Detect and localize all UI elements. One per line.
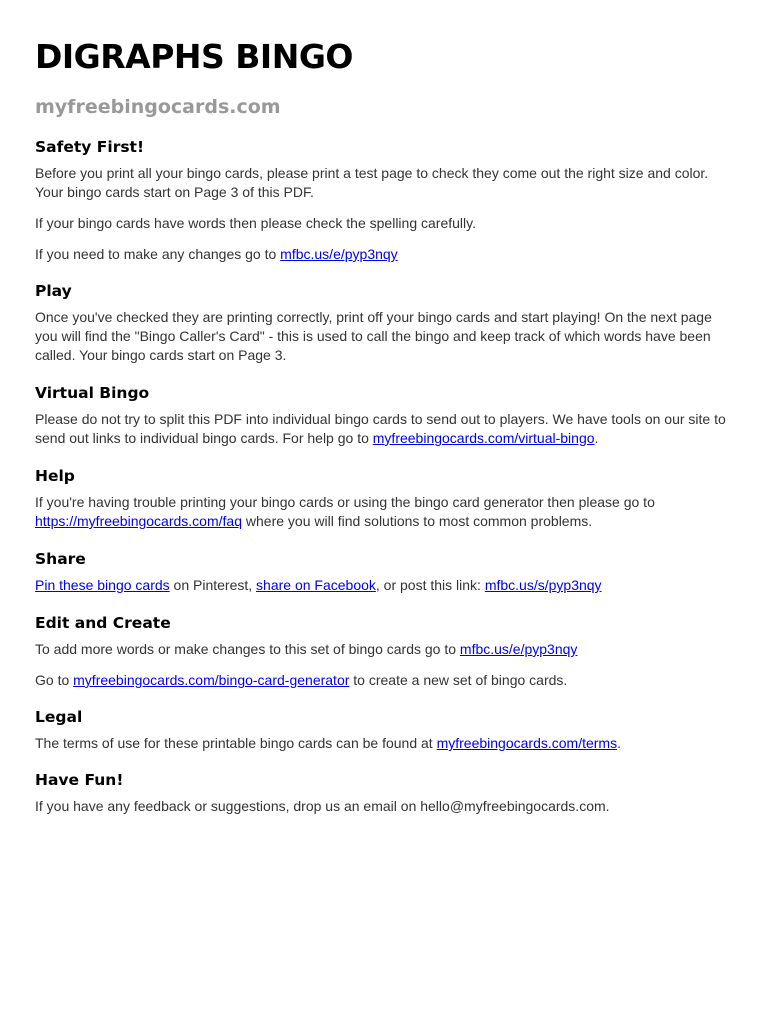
create-text: Go to	[35, 672, 74, 688]
section-heading-help: Help	[35, 467, 75, 485]
safety-paragraph-3	[35, 245, 733, 264]
section-edit-and-create	[35, 612, 733, 690]
edit-paragraph-1	[35, 640, 733, 659]
share-text-1: on Pinterest,	[169, 577, 257, 593]
legal-text-end: .	[617, 735, 621, 751]
virtual-text-end: .	[594, 430, 599, 446]
section-heading-share: Share	[35, 550, 86, 568]
virtual-bingo-link[interactable]: myfreebingocards.com/virtual-bingo	[372, 430, 595, 446]
pinterest-link[interactable]: Pin these bingo cards	[35, 577, 170, 593]
section-heading-safety-first: Safety First!	[35, 138, 145, 156]
section-play	[35, 280, 733, 365]
section-heading-edit-and-create: Edit and Create	[35, 614, 171, 632]
section-heading-play: Play	[35, 282, 72, 300]
section-heading-legal: Legal	[35, 708, 83, 726]
share-text-2: , or post this link:	[375, 577, 485, 593]
section-help	[35, 465, 733, 531]
help-paragraph	[35, 493, 733, 531]
terms-link[interactable]: myfreebingocards.com/terms	[436, 735, 618, 751]
site-name: myfreebingocards.com	[35, 96, 281, 118]
play-paragraph: Once you've checked they are printing correctly, print off your bingo cards and start playing! On the next page you will find the "Bingo Caller's Card" - this is used to call the bingo and keep track of which words have been called. Your bingo cards start on Page 3.	[35, 309, 712, 363]
legal-paragraph	[35, 734, 733, 753]
legal-text: The terms of use for these printable bingo cards can be found at	[35, 735, 437, 751]
virtual-text: Please do not try to split this PDF into individual bingo cards to send out to players. We have tools on our site to send out links to individual bingo cards. For help go to	[35, 411, 726, 446]
share-paragraph	[35, 576, 733, 595]
faq-link[interactable]: https://myfreebingocards.com/faq	[35, 513, 242, 529]
safety-paragraph-1: Before you print all your bingo cards, please print a test page to check they come out the right size and color. Your bingo cards start on Page 3 of this PDF.	[35, 165, 709, 200]
section-have-fun	[35, 769, 733, 816]
safety-text: If you need to make any changes go to	[35, 246, 281, 262]
help-text-end: where you will find solutions to most common problems.	[242, 513, 593, 529]
section-heading-have-fun: Have Fun!	[35, 771, 124, 789]
section-virtual-bingo	[35, 382, 733, 448]
edit-set-link[interactable]: mfbc.us/e/pyp3nqy	[459, 641, 578, 657]
section-safety-first	[35, 136, 733, 264]
edit-text: To add more words or make changes to this set of bingo cards go to	[35, 641, 460, 657]
edit-paragraph-2	[35, 671, 733, 690]
section-legal	[35, 706, 733, 753]
generator-link[interactable]: myfreebingocards.com/bingo-card-generator	[73, 672, 350, 688]
safety-paragraph-2: If your bingo cards have words then please check the spelling carefully.	[35, 215, 476, 231]
fun-paragraph: If you have any feedback or suggestions, drop us an email on hello@myfreebingocards.com.	[35, 798, 610, 814]
virtual-paragraph	[35, 410, 733, 448]
edit-link[interactable]: mfbc.us/e/pyp3nqy	[280, 246, 398, 262]
facebook-link[interactable]: share on Facebook	[256, 577, 376, 593]
help-text: If you're having trouble printing your bingo cards or using the bingo card generator then please go to	[35, 494, 655, 510]
section-share	[35, 548, 733, 595]
page-title: DIGRAPHS BINGO	[35, 37, 353, 76]
create-text-end: to create a new set of bingo cards.	[349, 672, 568, 688]
section-heading-virtual-bingo: Virtual Bingo	[35, 384, 150, 402]
share-short-link[interactable]: mfbc.us/s/pyp3nqy	[484, 577, 602, 593]
